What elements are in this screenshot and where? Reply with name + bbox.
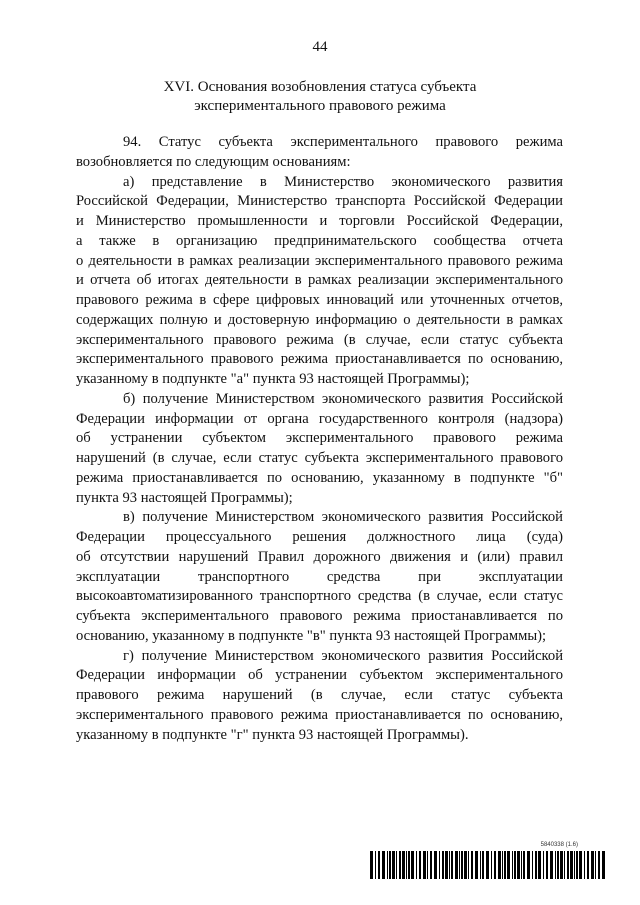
text-line: Федерации процессуального решения должностного лица (суда) [76,529,563,545]
text-line: основанию, указанному в подпункте "в" пункта 93 настоящей Программы); [76,627,547,644]
text-line: указанному в подпункте "а" пункта 93 настоящей Программы); [76,371,470,387]
text-line: экспериментального правового режима приостанавливается по основанию, [76,351,563,368]
text-line: Российской Федерации, Министерство транспорта Российской Федерации [76,193,563,210]
text-line: правового режима нарушений (в случае, если статус субъекта [76,687,563,703]
text-line: о деятельности в рамках реализации экспериментального правового режима [76,252,563,269]
heading-line: экспериментального правового режима [194,98,446,114]
text-line: указанному в подпункте "г" пункта 93 настоящей Программы). [76,726,469,743]
text-line: об отсутствии нарушений Правил дорожного движения и (или) правил [76,548,563,565]
text-line: пункта 93 настоящей Программы); [76,489,293,506]
barcode-block [370,842,606,882]
heading-line: XVI. Основания возобновления статуса субъекта [163,79,477,95]
text-line: Федерации информации об устранении субъектом экспериментального [76,667,563,684]
text-line: экспериментального правового режима (в случае, если статус субъекта [76,331,563,348]
text-line: г) получение Министерством экономического развития Российской [123,647,563,664]
text-line: экспериментального правового режима приостанавливается по основанию, [76,706,563,723]
text-line: эксплуатации транспортного средства при эксплуатации [76,568,563,585]
paragraph-p94 [76,133,563,173]
text-line: об устранении субъектом экспериментального правового режима [76,430,563,447]
paragraph-a [76,173,563,390]
barcode-image [370,851,606,879]
text-line: Федерации информации от органа государственного контроля (надзора) [76,410,563,427]
text-line: нарушений (в случае, если статус субъекта экспериментального правового [76,450,563,466]
paragraph-g [76,647,563,746]
document-body [76,133,563,745]
text-line: высокоавтоматизированного транспортного средства (в случае, если статус [76,588,563,605]
text-line: и Министерство промышленности и торговли Российской Федерации, [76,213,563,229]
paragraph-v [76,508,563,646]
text-line: в) получение Министерством экономического развития Российской [123,509,563,526]
text-line: правового режима в сфере цифровых инноваций или уточненных отчетов, [76,292,563,308]
paragraph-b [76,390,563,509]
text-line: б) получение Министерством экономического развития Российской [123,390,563,407]
text-line: а также в организацию предпринимательского сообщества отчета [76,232,563,249]
barcode-id: 5840338 (1.6) [540,842,578,848]
text-line: и отчета об итогах деятельности в рамках реализации экспериментального [76,272,563,289]
text-line: а) представление в Министерство экономического развития [123,173,563,190]
text-line: 94. Статус субъекта экспериментального правового режима [123,134,563,150]
page-number: 44 [312,39,328,55]
text-line: возобновляется по следующим основаниям: [76,153,351,170]
text-line: режима приостанавливается по основанию, указанному в подпункте "б" [76,469,563,486]
text-line: содержащих полную и достоверную информацию о деятельности в рамках [76,311,563,328]
section-heading [60,78,580,116]
text-line: субъекта экспериментального правового режима приостанавливается по [76,608,563,624]
